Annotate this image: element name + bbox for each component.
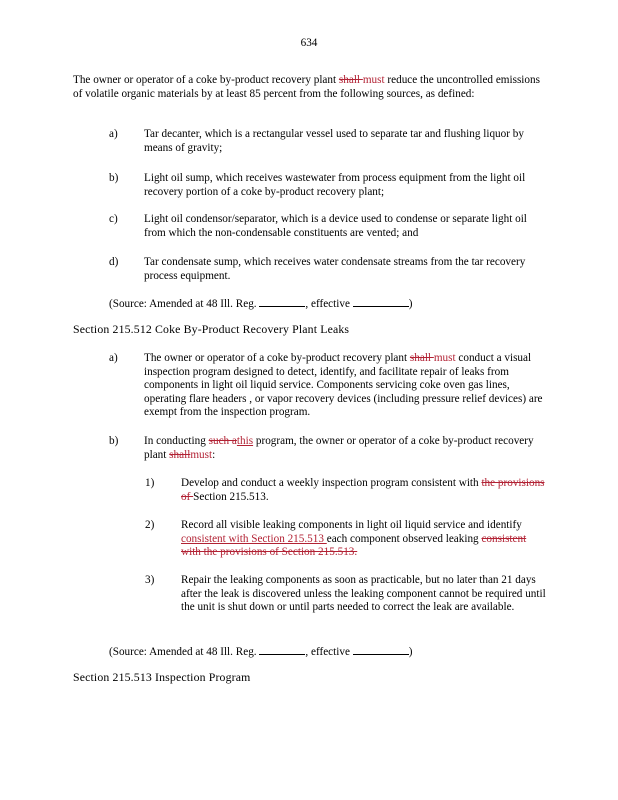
blank-line — [353, 296, 409, 307]
list-item-text: Tar decanter, which is a rectangular vessel used to separate tar and flushing liquor by means of gravity; — [144, 128, 524, 154]
source-prefix: (Source: Amended at 48 Ill. Reg. — [109, 298, 260, 310]
source-suffix: ) — [408, 646, 413, 658]
section-item — [109, 435, 549, 462]
deleted-text: such a — [208, 435, 237, 447]
list-item-label: b) — [109, 172, 119, 184]
deleted-text: shall — [338, 74, 363, 86]
blank-line — [259, 644, 305, 655]
list-item — [109, 213, 549, 240]
blank-line — [353, 644, 409, 655]
section-item-text: In conducting such athis program, the owner or operator of a coke by-product recovery plant shallmust: — [144, 435, 534, 461]
intro-text-1: The owner or operator of a coke by-product recovery plant — [73, 74, 339, 86]
list-item — [109, 256, 549, 283]
inserted-text: consistent with Section 215.513 — [181, 532, 327, 545]
sub-item-text: Repair the leaking components as soon as practicable, but no later than 21 days after the leak is discovered unless the leaking component cannot be required until the unit is shut down or until parts needed to correct the leak are available. — [181, 574, 546, 614]
list-item-label: c) — [109, 213, 118, 225]
sub-item-label: 3) — [145, 574, 155, 586]
inserted-text: this — [236, 435, 254, 447]
list-item-text: Light oil sump, which receives wastewater from process equipment from the light oil recovery portion of a coke by-product recovery plant; — [144, 172, 526, 198]
sub-item-label: 2) — [145, 519, 155, 531]
source-note — [109, 296, 549, 312]
section-item-label: b) — [109, 435, 119, 447]
list-item-text: Tar condensate sump, which receives water condensate streams from the tar recovery process equipment. — [144, 256, 526, 282]
sub-item — [145, 519, 548, 560]
source-middle: , effective — [305, 298, 353, 310]
page-number: 634 — [300, 37, 318, 49]
deleted-text: consistent with the provisions of Section 215.513. — [181, 532, 527, 559]
list-item — [109, 128, 549, 155]
source-suffix: ) — [408, 298, 413, 310]
sub-item-text: Record all visible leaking components in light oil liquid service and identify consistent with Section 215.513 each component observed leaking consistent with the provisions of Section 215.513. — [181, 519, 527, 559]
source-note — [109, 644, 549, 660]
deleted-text: the provisions of — [181, 477, 545, 503]
section-item-label: a) — [109, 352, 118, 364]
inserted-text: must — [433, 352, 456, 364]
section-heading-215-512: Section 215.512 Coke By-Product Recovery Plant Leaks — [73, 322, 350, 336]
intro-text-2: reduce the uncontrolled emissions of volatile organic materials by at least 85 percent from the following sources, as defined: — [73, 74, 540, 100]
sub-item — [145, 477, 548, 504]
sub-item-label: 1) — [145, 477, 155, 489]
sub-item-text: Develop and conduct a weekly inspection program consistent with the provisions of Section 215.513. — [181, 477, 545, 503]
sub-item — [145, 574, 548, 615]
list-item-label: d) — [109, 256, 119, 268]
list-item-label: a) — [109, 128, 118, 140]
list-item — [109, 172, 549, 199]
blank-line — [259, 296, 305, 307]
section-item — [109, 352, 549, 420]
intro-paragraph — [73, 74, 548, 101]
deleted-text: shall — [409, 352, 434, 364]
inserted-text: must — [190, 448, 213, 461]
inserted-text: must — [362, 74, 385, 86]
section-item-text: The owner or operator of a coke by-product recovery plant shall must conduct a visual inspection program designed to detect, identify, and facilitate repair of leaks from components in light oil liquid service. Components servicing coke oven gas lines, operating flare headers , or vapor recovery devices (including pressure relief devices) are exempt from the inspection program. — [144, 352, 543, 419]
deleted-text: shall — [169, 448, 191, 461]
section-heading-215-513: Section 215.513 Inspection Program — [73, 670, 251, 684]
source-prefix: (Source: Amended at 48 Ill. Reg. — [109, 646, 260, 658]
list-item-text: Light oil condensor/separator, which is a device used to condense or separate light oil from which the non-condensable constituents are vented; and — [144, 213, 527, 239]
source-middle: , effective — [305, 646, 353, 658]
